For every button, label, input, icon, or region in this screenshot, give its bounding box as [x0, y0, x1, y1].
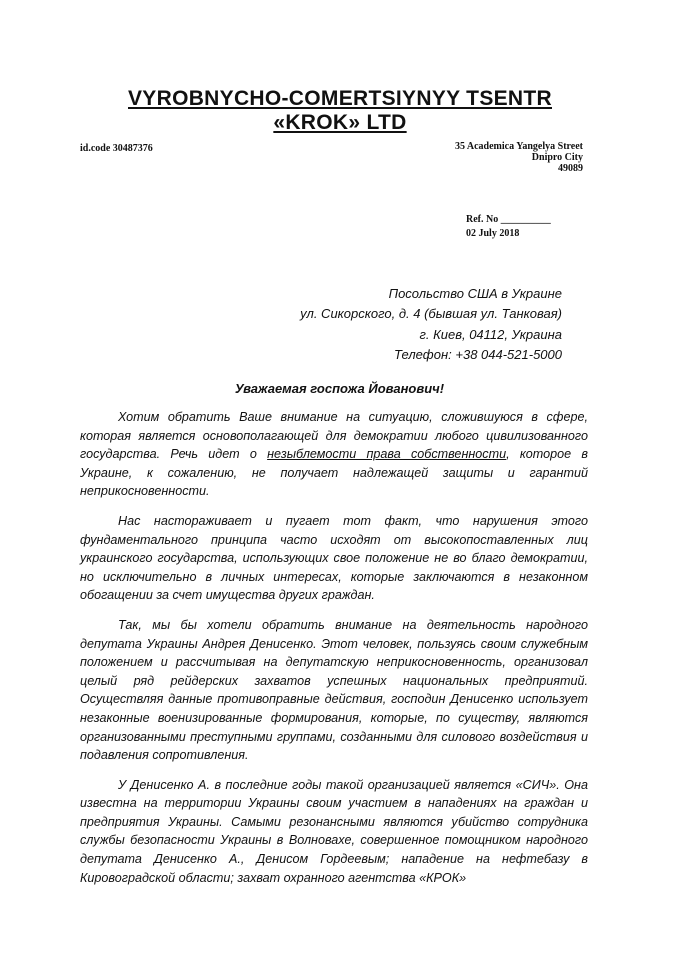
recipient-line: Телефон: +38 044-521-5000: [394, 346, 562, 362]
company-address: [455, 141, 583, 174]
address-street: 35 Academica Yangelya Street: [454, 141, 583, 152]
company-id-code: id.code 30487376: [80, 143, 153, 154]
reference-block: [466, 213, 551, 241]
address-city: Dnipro City: [531, 152, 583, 163]
paragraph-text: , которое в Украине, к сожалению, не получает надлежащей защиты и гарантий неприкосновенности.: [80, 447, 588, 499]
underlined-phrase: незыблемости права собственности: [267, 447, 507, 462]
letter-date: 02 July 2018: [466, 228, 520, 239]
body-paragraph-4: У Денисенко А. в последние годы такой организацией является «СИЧ». Она известна на территории Украины своим участием в нападениях на граждан и предприятия Украины. Самыми резонансными являются убийство сотрудника службы безопасности Украины в Волновахе, совершенное помощником народного депутата Денисенко А., Денисом Гордеевым; нападение на нефтебазу в Кировоградской области; захват охранного агентства «КРОК»: [80, 777, 588, 885]
recipient-line: ул. Сикорского, д. 4 (бывшая ул. Танковая): [300, 306, 562, 322]
reference-number: Ref. No __________: [466, 214, 551, 225]
salutation: Уважаемая госпожа Йованович!: [234, 381, 445, 396]
recipient-line: Посольство США в Украине: [388, 286, 562, 301]
body-paragraph-3: Так, мы бы хотели обратить внимание на деятельность народного депутата Украины Андрея Денисенко. Этот человек, пользуясь своим служебным положением и рассчитывая на депутатскую неприкосновенность, организовал целый ряд рейдерских захватов успешных национальных предприятий. Осуществляя данные противоправные действия, господин Денисенко использует незаконные военизированные формирования, которые, по существу, являются организованными преступными группами, созданными для силового воздействия и подавления сопротивления.: [80, 617, 588, 763]
body-paragraph-2: Нас настораживает и пугает тот факт, что нарушения этого фундаментального принципа часто исходят от высокопоставленных лиц украинского государства, использующих свое положение не во благо демократии, но исключительно в личных интересах, которые заключаются в незаконном обогащении за счет имущества других граждан.: [80, 513, 588, 603]
company-name-line2: «KROK» LTD: [273, 111, 407, 134]
letter-body: [80, 408, 588, 898]
recipient-line: г. Киев, 04112, Украина: [419, 326, 562, 342]
body-paragraph-1: [80, 408, 588, 501]
paragraph-text: Хотим обратить Ваше внимание на ситуацию, сложившуюся в сфере, которая является основополагающей для демократии любого цивилизованного государства. Речь идет о: [80, 410, 588, 462]
address-zip: 49089: [558, 163, 583, 174]
company-name-line1: VYROBNYCHO-COMERTSIYNYY TSENTR: [128, 87, 552, 110]
recipient-block: [300, 284, 562, 365]
